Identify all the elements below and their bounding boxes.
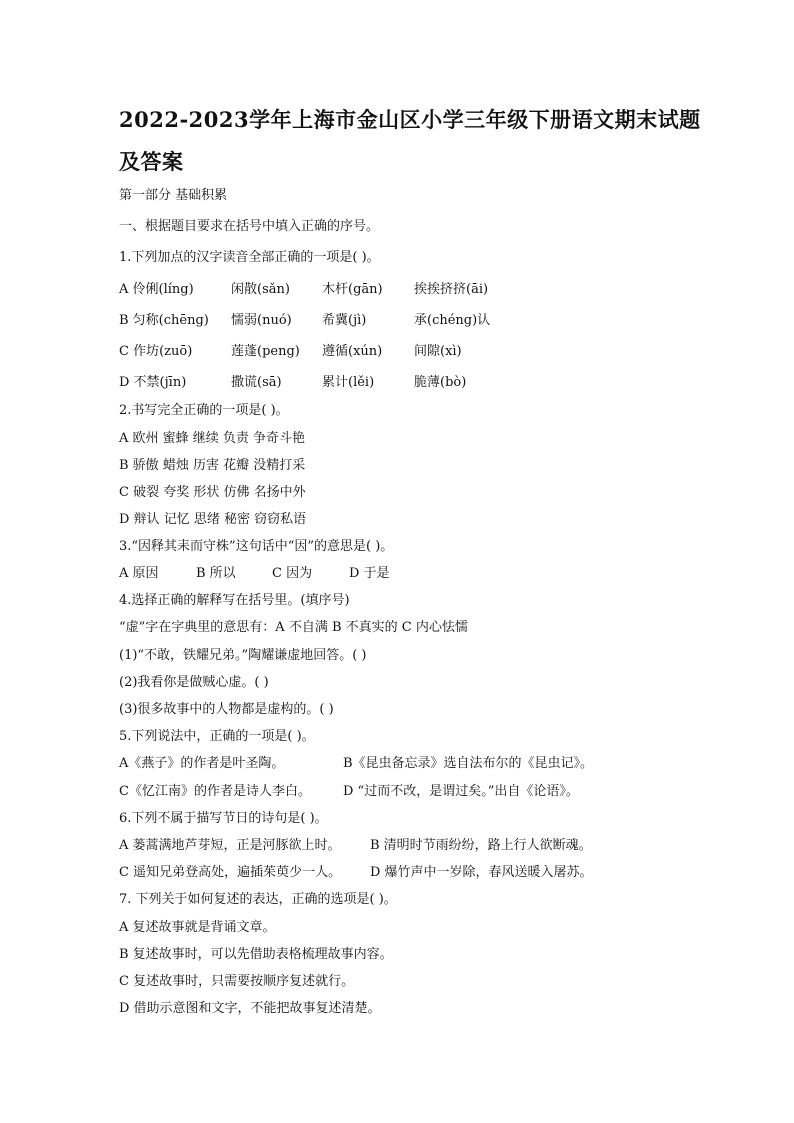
q6-option-c: C 遥知兄弟登高处，遍插茱萸少一人。	[119, 865, 342, 880]
q1-option-a-word4: 挨挨挤挤(āi)	[414, 282, 489, 297]
q5-option-a: A《燕子》的作者是叶圣陶。	[119, 756, 285, 771]
section-heading: 一、根据题目要求在括号中填入正确的序号。	[119, 219, 380, 234]
q7-option-c: C 复述故事时，只需要按顺序复述就行。	[119, 974, 355, 989]
q1-option-c-word1: C 作坊(zuō)	[119, 344, 193, 359]
q1-option-b-word2: 懦弱(nuó)	[231, 313, 292, 328]
q1-option-d-word2: 撒谎(sā)	[231, 375, 282, 390]
q3-option-b: B 所以	[196, 566, 236, 581]
q1-option-b-word4: 承(chéng)认	[414, 313, 491, 328]
question-3-stem: 3.“因释其耒而守株”这句话中“因”的意思是( )。	[119, 539, 394, 554]
q4-definition: “虚”字在字典里的意思有：A 不自满 B 不真实的 C 内心怯懦	[119, 620, 468, 635]
q2-option-d: D 辩认 记忆 思绪 秘密 窃窃私语	[119, 512, 307, 527]
question-6-stem: 6.下列不属于描写节日的诗句是( )。	[119, 811, 328, 826]
q2-option-a: A 欧州 蜜蜂 继续 负责 争奇斗艳	[119, 431, 306, 446]
question-7-stem: 7. 下列关于如何复述的表达，正确的选项是( )。	[119, 892, 397, 907]
q6-option-b: B 清明时节雨纷纷，路上行人欲断魂。	[370, 838, 592, 853]
q7-option-d: D 借助示意图和文字，不能把故事复述清楚。	[119, 1001, 381, 1016]
q1-option-b-word3: 希冀(jì)	[322, 313, 367, 328]
question-2-stem: 2.书写完全正确的一项是( )。	[119, 403, 289, 418]
q6-option-a: A 蒌蒿满地芦芽短，正是河豚欲上时。	[119, 838, 341, 853]
q7-option-b: B 复述故事时，可以先借助表格梳理故事内容。	[119, 947, 393, 962]
q3-option-c: C 因为	[272, 566, 313, 581]
q4-item-3: (3)很多故事中的人物都是虚构的。( )	[119, 702, 334, 717]
question-1-stem: 1.下列加点的汉字读音全部正确的一项是( )。	[119, 250, 380, 265]
q4-item-2: (2)我看你是做贼心虚。( )	[119, 675, 269, 690]
q1-option-c-word4: 间隙(xì)	[414, 344, 462, 359]
q1-option-d-word1: D 不禁(jīn)	[119, 375, 187, 390]
q3-option-a: A 原因	[119, 566, 159, 581]
q1-option-a-word1: A 伶俐(líng)	[119, 282, 194, 297]
q1-option-d-word3: 累计(lěi)	[322, 375, 375, 390]
question-4-stem: 4.选择正确的解释写在括号里。(填序号)	[119, 593, 350, 608]
document-title-continued: 及答案	[119, 149, 184, 174]
q6-option-d: D 爆竹声中一岁除，春风送暖入屠苏。	[370, 865, 593, 880]
q4-item-1: (1)“不敢，铁耀兄弟。”陶耀谦虚地回答。( )	[119, 648, 367, 663]
q1-option-b-word1: B 匀称(chēng)	[119, 313, 209, 328]
q2-option-b: B 骄傲 蜡烛 历害 花瓣 没精打采	[119, 458, 306, 473]
part-heading: 第一部分 基础积累	[119, 188, 228, 203]
q1-option-a-word2: 闲散(sǎn)	[231, 282, 290, 297]
q7-option-a: A 复述故事就是背诵文章。	[119, 920, 276, 935]
q5-option-b: B《昆虫备忘录》选自法布尔的《昆虫记》。	[343, 756, 594, 771]
q5-option-c: C《忆江南》的作者是诗人李白。	[119, 784, 311, 799]
q1-option-d-word4: 脆薄(bò)	[414, 375, 467, 390]
q2-option-c: C 破裂 夸奖 形状 仿佛 名扬中外	[119, 485, 306, 500]
q1-option-c-word3: 遵循(xún)	[322, 344, 383, 359]
q1-option-a-word3: 木杆(gān)	[322, 282, 383, 297]
q3-option-d: D 于是	[349, 566, 390, 581]
q1-option-c-word2: 莲蓬(peng)	[231, 344, 300, 359]
q5-option-d: D “过而不改，是谓过矣。”出自《论语》。	[343, 784, 579, 799]
document-title: 2022-2023学年上海市金山区小学三年级下册语文期末试题	[119, 107, 701, 132]
question-5-stem: 5.下列说法中，正确的一项是( )。	[119, 729, 315, 744]
